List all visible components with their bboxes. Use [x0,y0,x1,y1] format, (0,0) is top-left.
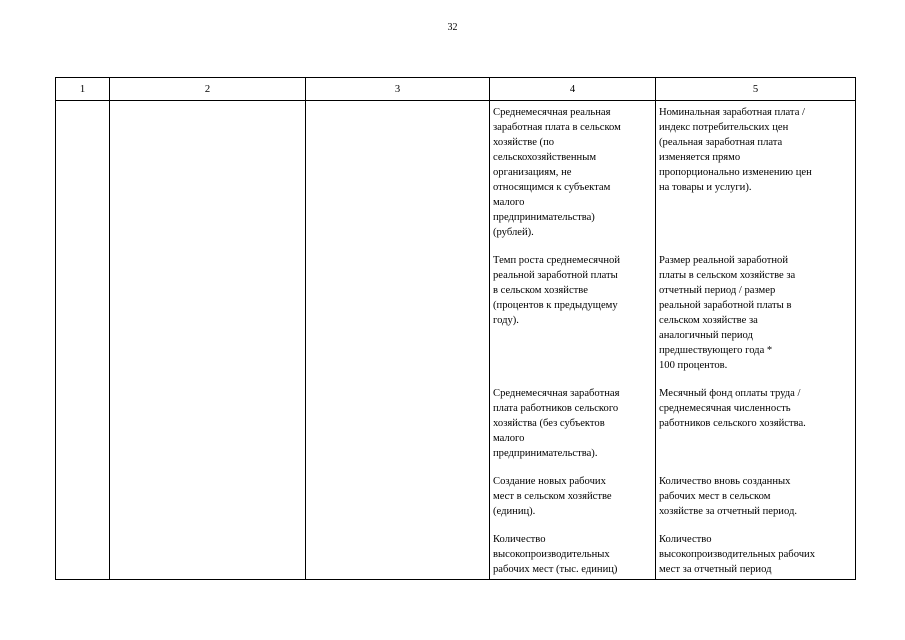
table-body-row [56,101,856,580]
header-col-5: 5 [656,78,856,101]
indicator-name [493,253,652,373]
text-line: (рублей). [493,227,534,238]
text-line: плата работников сельского [493,403,619,414]
text-line: сельскохозяйственным [493,152,597,163]
text-line: Месячный фонд оплаты труда / [659,388,801,399]
indicator-name [493,386,652,461]
text-line: Среднемесячная реальная [493,107,611,118]
indicator-name [493,474,652,519]
text-line: платы в сельском хозяйстве за [659,270,796,281]
text-line: изменяется прямо [659,152,741,163]
text-line: рабочих мест (тыс. единиц) [493,564,618,575]
header-col-3: 3 [306,78,490,101]
text-line: (процентов к предыдущему [493,300,618,311]
text-line: хозяйства (без субъектов [493,418,605,429]
text-line: индекс потребительских цен [659,122,789,133]
table-header-row [56,78,856,101]
text-line: отчетный период / размер [659,285,776,296]
page-number: 32 [447,22,458,33]
indicators-table [55,77,856,580]
text-line: на товары и услуги). [659,182,752,193]
text-line: среднемесячная численность [659,403,791,414]
text-line: пропорционально изменению цен [659,167,812,178]
text-line: малого [493,433,525,444]
indicator-formula [659,105,852,240]
text-line: Номинальная заработная плата / [659,107,805,118]
text-line: Размер реальной заработной [659,255,789,266]
indicator-names [490,101,655,577]
text-line: хозяйстве (по [493,137,555,148]
cell-col-4 [490,101,656,580]
text-line: организациям, не [493,167,572,178]
header-col-1: 1 [56,78,110,101]
text-line: мест в сельском хозяйстве [493,491,612,502]
text-line: Количество [659,534,712,545]
text-line: Количество вновь созданных [659,476,791,487]
header-col-4: 4 [490,78,656,101]
text-line: в сельском хозяйстве [493,285,588,296]
text-line: реальной заработной платы в [659,300,792,311]
text-line: 100 процентов. [659,360,728,371]
text-line: высокопроизводительных [493,549,610,560]
cell-col-5 [656,101,856,580]
indicator-formula [659,474,852,519]
text-line: (единиц). [493,506,536,517]
text-line: хозяйстве за отчетный период. [659,506,797,517]
text-line: сельском хозяйстве за [659,315,758,326]
text-line: Количество [493,534,546,545]
text-line: предшествующего года * [659,345,773,356]
indicator-formulas [656,101,855,577]
indicator-name [493,532,652,577]
text-line: аналогичный период [659,330,753,341]
text-line: году). [493,315,519,326]
indicator-formula [659,386,852,461]
cell-col-1 [56,101,110,580]
text-line: относящимся к субъектам [493,182,611,193]
text-line: высокопроизводительных рабочих [659,549,816,560]
text-line: заработная плата в сельском [493,122,621,133]
header-col-2: 2 [110,78,306,101]
indicator-formula [659,253,852,373]
text-line: Создание новых рабочих [493,476,606,487]
cell-col-3 [306,101,490,580]
cell-col-2 [110,101,306,580]
indicator-name [493,105,652,240]
text-line: Среднемесячная заработная [493,388,620,399]
text-line: работников сельского хозяйства. [659,418,806,429]
text-line: предпринимательства). [493,448,598,459]
text-line: реальной заработной платы [493,270,618,281]
indicator-formula [659,532,852,577]
text-line: рабочих мест в сельском [659,491,771,502]
text-line: предпринимательства) [493,212,595,223]
text-line: (реальная заработная плата [659,137,783,148]
text-line: мест за отчетный период [659,564,772,575]
text-line: малого [493,197,525,208]
text-line: Темп роста среднемесячной [493,255,620,266]
